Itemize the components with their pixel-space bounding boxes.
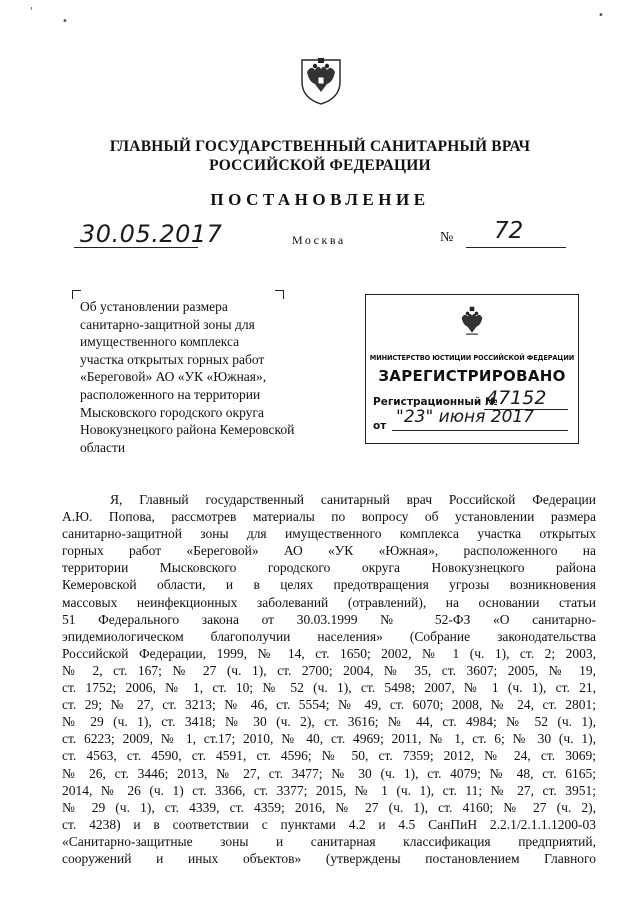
- stamp-registered-label: ЗАРЕГИСТРИРОВАНО: [378, 367, 566, 385]
- subject-line: санитарно-защитной зоны для: [80, 316, 255, 332]
- body-line: А.Ю. Попова, рассмотрев материалы по вопросу об установлении размера: [62, 509, 596, 525]
- body-line: ст. 4238) и в соответствии с пунктами 4.2 и 4.5 СанПиН 2.2.1/2.1.1.1200-03: [62, 816, 596, 832]
- number-underline: [466, 247, 566, 248]
- body-line: № 26, ст. 3446; 2013, № 27, ст. 3477; № 30 (ч. 1), ст. 4079; № 48, ст. 6165;: [62, 765, 596, 781]
- body-line: территории Мысковского городского округа Новокузнецкого района: [62, 560, 596, 576]
- stamp-regno-value: 47152: [486, 387, 547, 409]
- subject-line: Новокузнецкого района Кемеровской: [80, 422, 295, 438]
- subject-corner-bracket-right: [275, 290, 284, 299]
- stamp-emblem-icon: [454, 303, 490, 343]
- body-line: санитарно-защитной зоны для имущественного комплекса участка открытых: [62, 526, 596, 542]
- document-number: 72: [494, 218, 524, 244]
- date-underline: [74, 247, 198, 248]
- body-line: ст. 1752; 2006, № 1, ст. 10; № 52 (ч. 1), ст. 5498; 2007, № 1 (ч. 1), ст. 21,: [62, 680, 596, 696]
- stamp-from-label: от: [373, 420, 387, 432]
- document-date: 30.05.2017: [80, 220, 223, 248]
- body-line: Кемеровской области, и в целях предотвращения угрозы возникновения: [62, 577, 596, 593]
- subject-line: участка открытых горных работ: [80, 351, 265, 367]
- subject-line: Мысковского городского округа: [80, 404, 264, 420]
- number-label: №: [440, 230, 454, 245]
- body-line: Я, Главный государственный санитарный врач Российской Федерации: [110, 492, 596, 507]
- document-body: [62, 491, 596, 867]
- subject-line: Об установлении размера: [80, 299, 228, 314]
- stamp-date-value: "23" июня 2017: [396, 407, 535, 427]
- body-line: № 29 (ч. 1), ст. 3418; № 30 (ч. 2), ст. 3616; № 44, ст. 4984; № 52 (ч. 1),: [62, 714, 596, 730]
- subject-line: имущественного комплекса: [80, 334, 240, 350]
- stamp-date-underline: [392, 430, 568, 431]
- scan-mark: •: [62, 16, 68, 27]
- stamp-regno-label: Регистрационный №: [373, 396, 498, 408]
- body-line: № 2, ст. 167; № 27 (ч. 1), ст. 2700; 2004, № 35, ст. 3607; 2005, № 19,: [62, 662, 596, 678]
- document-city: Москва: [292, 233, 346, 247]
- stamp-ministry-name: МИНИСТЕРСТВО ЮСТИЦИИ РОССИЙСКОЙ ФЕДЕРАЦИИ: [369, 353, 575, 362]
- document-type-title: ПОСТАНОВЛЕНИЕ: [210, 190, 430, 209]
- issuer-title-line2: РОССИЙСКОЙ ФЕДЕРАЦИИ: [209, 157, 431, 174]
- coat-of-arms-emblem: [297, 52, 345, 106]
- subject-line: «Береговой» АО «УК «Южная»,: [80, 369, 267, 385]
- body-line: 2014, № 26 (ч. 1) ст. 3366, ст. 3377; 2015, № 1 (ч. 1), ст. 11; № 27, ст. 3951;: [62, 782, 596, 798]
- subject-line: области: [80, 439, 126, 455]
- body-line: эпидемиологическом благополучии населения» (Собрание законодательства: [62, 628, 596, 644]
- body-line: горных работ «Береговой» АО «УК «Южная», расположенного на: [62, 543, 596, 559]
- body-line: 51 Федерального закона от 30.03.1999 № 52-ФЗ «О санитарно-: [62, 611, 596, 627]
- scan-mark: •: [598, 10, 604, 21]
- body-line: сооружений и иных объектов» (утверждены постановлением Главного: [62, 850, 596, 866]
- scan-mark: ': [30, 6, 33, 17]
- body-line: Российской Федерации, 1999, № 14, ст. 1650; 2002, № 1 (ч. 1), ст. 2; 2003,: [62, 645, 596, 661]
- document-subject: [80, 298, 295, 456]
- body-line: № 29 (ч. 1), ст. 4339, ст. 4359; 2016, № 27 (ч. 1), ст. 4160; № 27 (ч. 2),: [62, 799, 596, 815]
- issuer-title-line1: ГЛАВНЫЙ ГОСУДАРСТВЕННЫЙ САНИТАРНЫЙ ВРАЧ: [109, 138, 531, 155]
- registration-stamp: [365, 294, 579, 444]
- body-line: массовых неинфекционных заболеваний (отравлений), на основании статьи: [62, 594, 596, 610]
- body-line: ст. 4563, ст. 4590, ст. 4591, ст. 4596; № 50, ст. 7359; 2012, № 24, ст. 3069;: [62, 748, 596, 764]
- body-line: ст. 29; № 27, ст. 3213; № 46, ст. 5554; № 49, ст. 6070; 2008, № 24, ст. 2801;: [62, 697, 596, 713]
- body-line: ст. 6223; 2009, № 1, ст.17; 2010, № 40, ст. 4969; 2011, № 1, ст. 6; № 30 (ч. 1),: [62, 731, 596, 747]
- body-line: «Санитарно-защитные зоны и санитарная классификация предприятий,: [62, 833, 596, 849]
- subject-line: расположенного на территории: [80, 386, 261, 402]
